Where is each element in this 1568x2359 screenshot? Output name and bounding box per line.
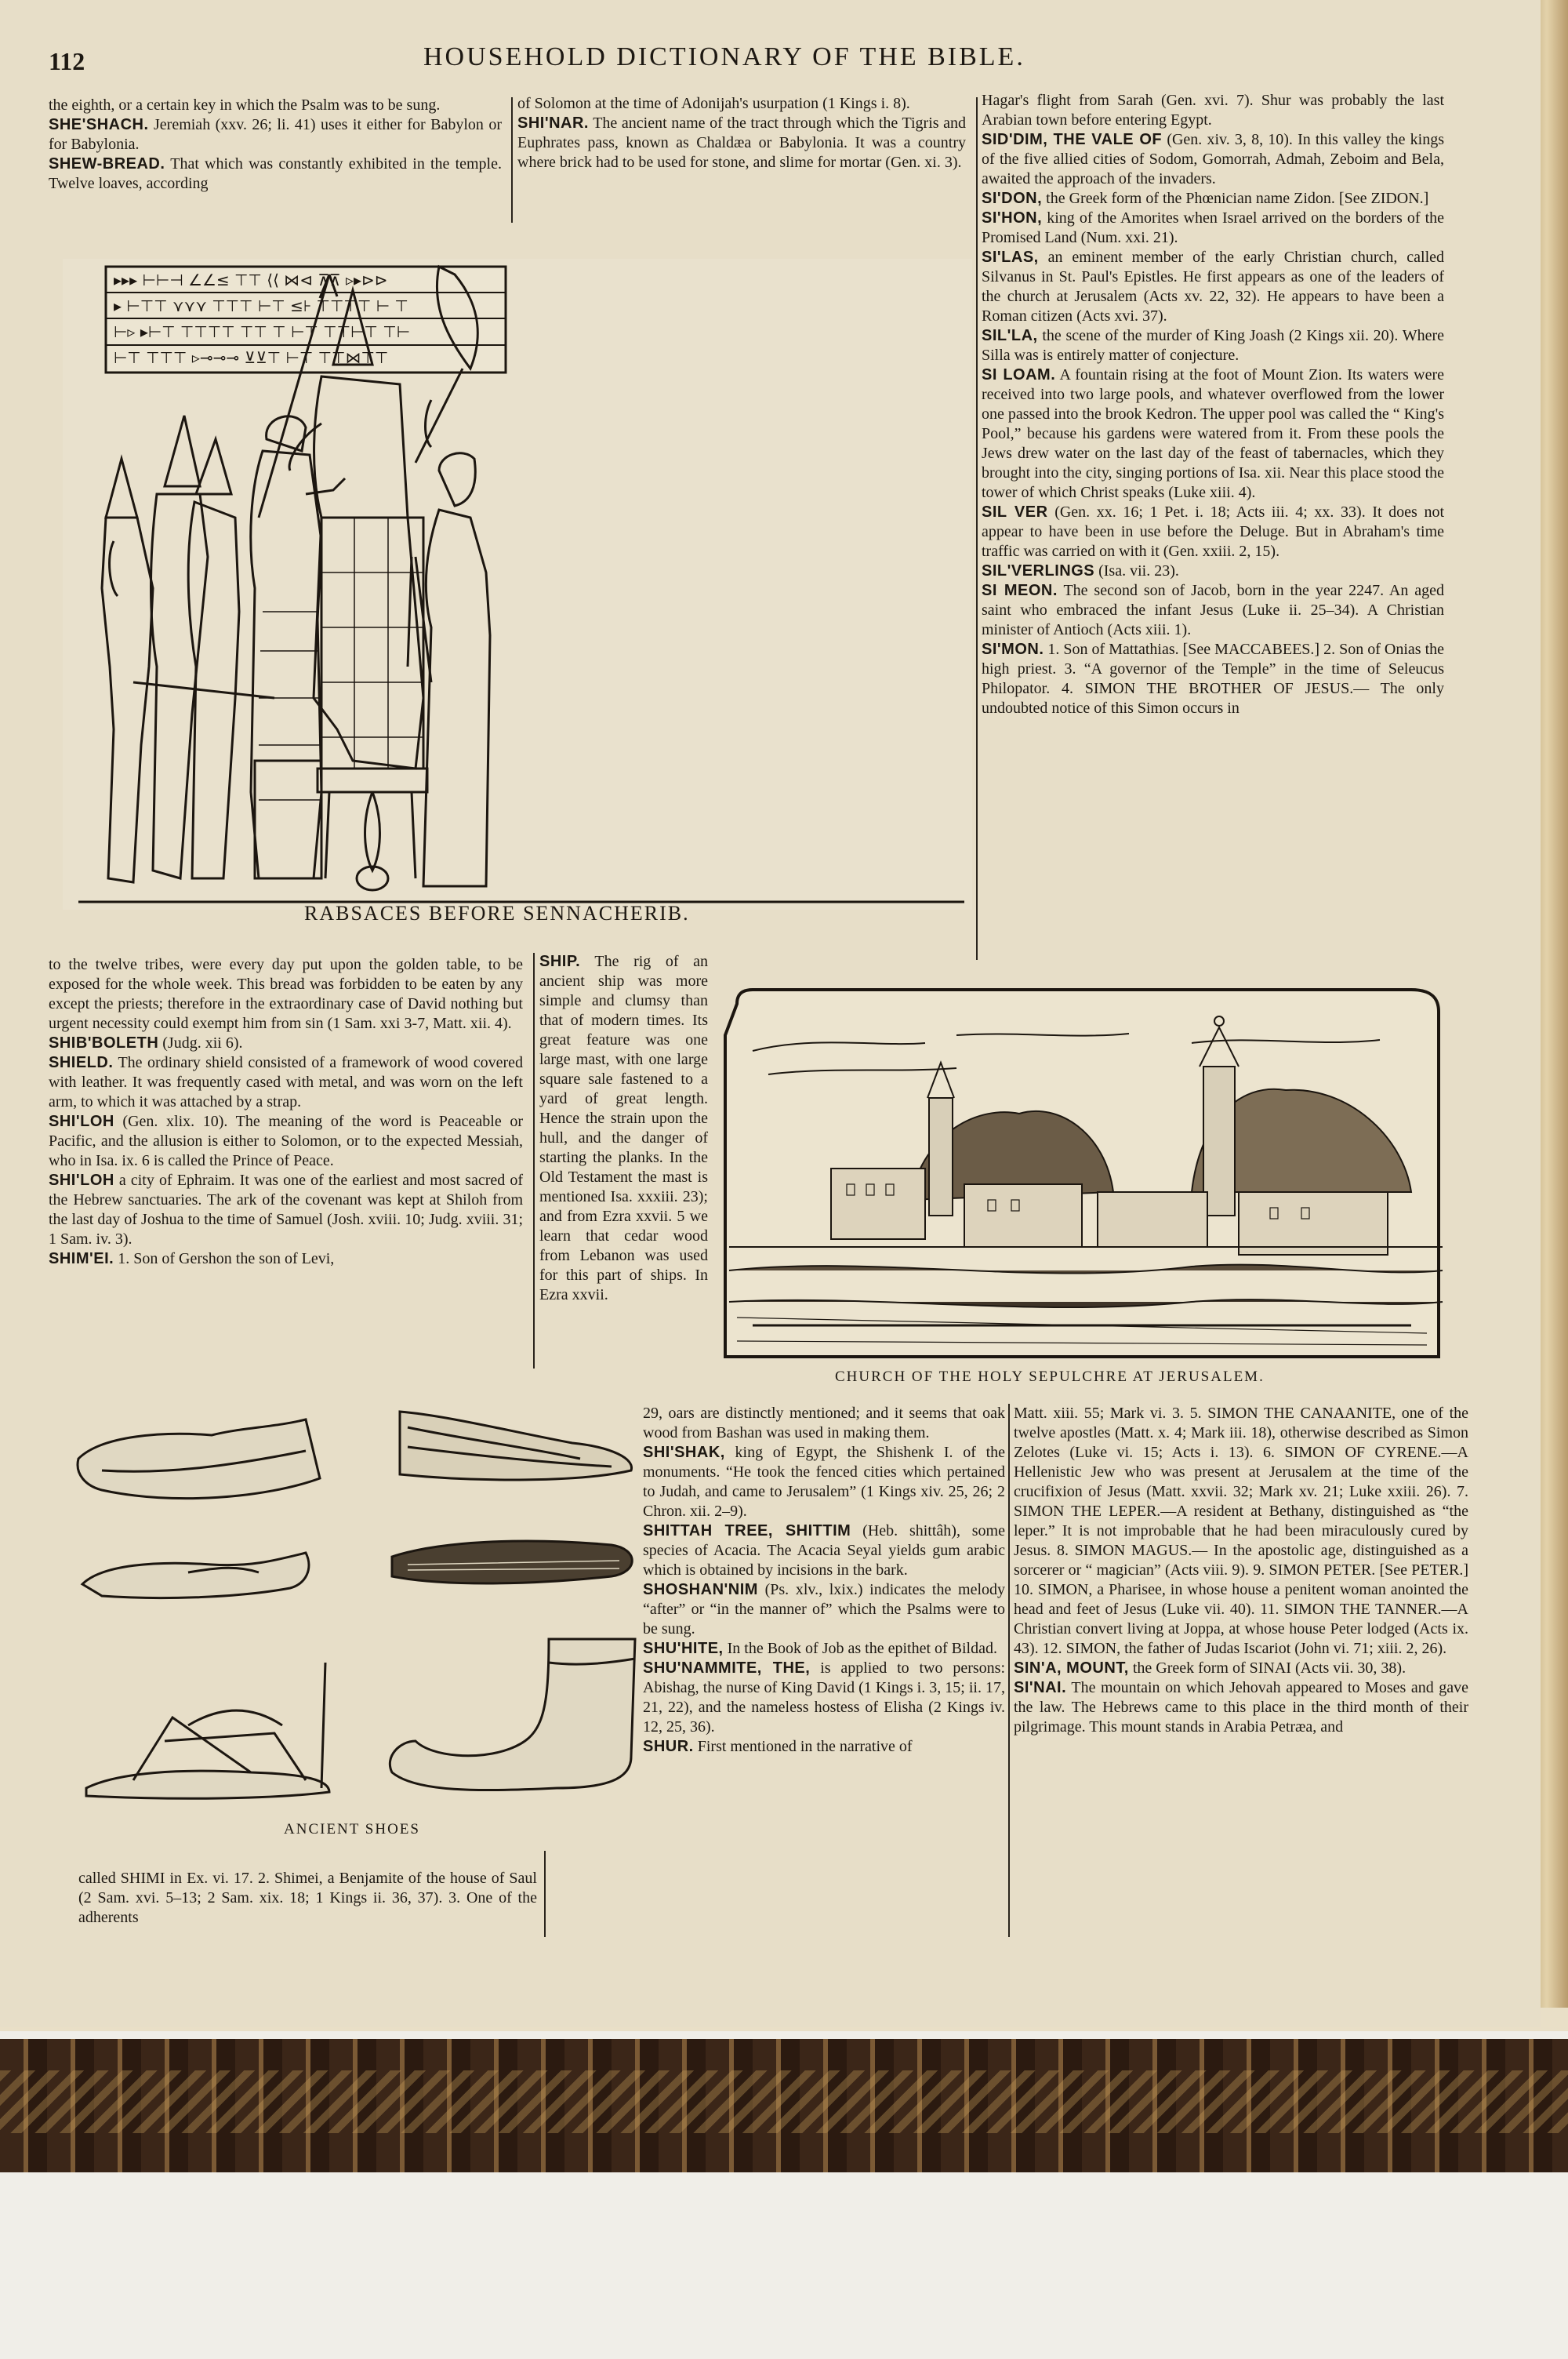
entry-headword: SI'MON. <box>982 641 1044 658</box>
dictionary-entry <box>49 1034 523 1053</box>
dictionary-entry <box>982 209 1444 248</box>
entry-text: a city of Ephraim. It was one of the earliest and most sacred of the Hebrew sanctuaries. The ark of the covenant was kept at Shiloh from the last day of Joshua to the time of Samuel (Josh. xviii. 10; Judg. xviii. 31; 1 Sam. iv. 3). <box>49 1172 524 1248</box>
svg-text:⊢⊤ ⊤⊤⊤ ▹⊸⊸⊸ ⊻⊻⊤ ⊢⊤ ⊤⊤⋈⊤⊤: ⊢⊤ ⊤⊤⊤ ▹⊸⊸⊸ ⊻⊻⊤ ⊢⊤ ⊤⊤⋈⊤⊤ <box>114 348 389 367</box>
entry-headword: SHITTAH TREE, SHITTIM <box>643 1522 851 1539</box>
entry-text: The ordinary shield consisted of a framework of wood covered with leather. It was frequently cased with metal, and was worn on the left arm, to which it was attached by a strap. <box>49 1054 523 1110</box>
entry-text: That which was constantly exhibited in the temple. Twelve loaves, according <box>49 155 502 192</box>
entry-text: (Heb. shittâh), some species of Acacia. The Acacia Seyal yields gum arabic which is obtained by incisions in the bark. <box>643 1522 1005 1579</box>
dictionary-entry <box>643 1443 1005 1521</box>
dictionary-entry <box>982 326 1444 365</box>
dictionary-entry <box>49 1171 523 1249</box>
bottom-column-3 <box>1014 1404 1468 1737</box>
entry-headword: SHE'SHACH. <box>49 116 149 133</box>
entry-headword: SIL'VERLINGS <box>982 562 1095 580</box>
dictionary-entry <box>517 94 966 114</box>
dictionary-entry <box>78 1869 537 1928</box>
entry-text: 1. Son of Mattathias. [See MACCABEES.] 2. Son of Onias the high priest. 3. “A governor of the Temple” in the time of Seleucus Philopator. 4. SIMON THE BROTHER OF JESUS.— The only undoubted notice of this Simon occurs in <box>982 641 1445 717</box>
entry-text: The mountain on which Jehovah appeared to Moses and gave the law. The Hebrews came to this place in the third month of their pilgrimage. This mount stands in Arabia Petræa, and <box>1014 1679 1469 1736</box>
middle-column-1 <box>49 955 523 1269</box>
entry-text: (Gen. xx. 16; 1 Pet. i. 18; Acts iii. 4; xx. 33). It does not appear to have been in use before the Deluge. But in Abraham's time traffic was carried on with it (Gen. xxiii. 2, 15). <box>982 503 1444 560</box>
dictionary-entry <box>982 248 1444 326</box>
entry-text: 1. Son of Gershon the son of Levi, <box>118 1250 335 1267</box>
dictionary-entry <box>982 581 1444 640</box>
entry-headword: SHIP. <box>539 953 581 970</box>
dictionary-entry <box>539 952 708 1305</box>
entry-headword: SHI'NAR. <box>517 114 589 132</box>
entry-text: king of Egypt, the Shishenk I. of the monuments. “He took the fenced cities which pertained to Judah, and came to Jerusalem” (1 Kings xiv. 25, 26; 2 Chron. xii. 2–9). <box>643 1444 1005 1520</box>
entry-headword: SHU'NAMMITE, THE, <box>643 1659 811 1677</box>
entry-text: the Greek form of the Phœnician name Zidon. [See ZIDON.] <box>1046 190 1429 207</box>
dictionary-entry <box>49 1053 523 1112</box>
entry-headword: SHI'LOH <box>49 1172 114 1189</box>
entry-text: king of the Amorites when Israel arrived on the borders of the Promised Land (Num. xxi. 21). <box>982 209 1445 246</box>
svg-text:▸ ⊢⊤⊤ ⋎⋎⋎ ⊤⊤⊤ ⊢⊤ ≤⊦ ⊤⊤⊤⊤ ⊢ ⊤: ▸ ⊢⊤⊤ ⋎⋎⋎ ⊤⊤⊤ ⊢⊤ ≤⊦ ⊤⊤⊤⊤ ⊢ ⊤ <box>114 296 408 315</box>
dictionary-entry <box>643 1639 1005 1659</box>
dictionary-entry <box>982 365 1444 503</box>
entry-text: The second son of Jacob, born in the year 2247. An aged saint who embraced the infant Jesus (Luke ii. 25–34). A Christian minister of Antioch (Acts xiii. 1). <box>982 582 1444 638</box>
church-caption: CHURCH OF THE HOLY SEPULCHRE AT JERUSALEM. <box>835 1369 1265 1385</box>
entry-text: Matt. xiii. 55; Mark vi. 3. 5. SIMON THE CANAANITE, one of the twelve apostles (Matt. x. 4; Mark iii. 18), otherwise described as Simon Zelotes (Luke vi. 15; Acts i. 13). 6. SIMON OF CYRENE.—A Hellenistic Jew who was present at Jerusalem at the time of the crucifixion of Jesus (Matt. xxvii. 32; Mark xv. 21; Luke xxiii. 26). 7. SIMON THE LEPER.—A resident at Bethany, distinguished as “the leper.” It is not improbable that he had been miraculously cured by Jesus. 8. SIMON MAGUS.— In the apostolic age, distinguished as a sorcerer or “ magician” (Acts viii. 9). 9. SIMON PETER. [See PETER.] 10. SIMON, a Pharisee, in whose house a penitent woman anointed the head and feet of Jesus (Luke vii. 40). 11. SIMON THE TANNER.—A Christian convert living at Joppa, at whose house Peter lodged (Acts ix. 43). 12. SIMON, the father of Judas Iscariot (John vi. 71; xiii. 2, 26). <box>1014 1405 1468 1657</box>
dictionary-entry <box>643 1521 1005 1580</box>
dictionary-entry <box>982 562 1444 581</box>
entry-text: (Isa. vii. 23). <box>1098 562 1179 580</box>
entry-headword: SID'DIM, THE VALE OF <box>982 131 1163 148</box>
dictionary-entry <box>982 640 1444 718</box>
entry-headword: SHIM'EI. <box>49 1250 114 1267</box>
dictionary-entry <box>49 115 502 154</box>
entry-headword: SI MEON. <box>982 582 1058 599</box>
dictionary-entry <box>643 1580 1005 1639</box>
entry-text: Hagar's flight from Sarah (Gen. xvi. 7). Shur was probably the last Arabian town before entering Egypt. <box>982 92 1444 129</box>
entry-headword: SIN'A, MOUNT, <box>1014 1659 1129 1677</box>
entry-text: (Gen. xlix. 10). The meaning of the word is Peaceable or Pacific, and the allusion is either to Solomon, or to the expected Messiah, who in Isa. ix. 6 is called the Prince of Peace. <box>49 1113 523 1169</box>
church-illustration-icon <box>721 988 1450 1365</box>
entry-text: The ancient name of the tract through which the Tigris and Euphrates pass, known as Chaldæa or Babylonia. It was a country where brick had to be used for stone, and slime for mortar (Gen. xi. 3). <box>517 114 966 171</box>
entry-headword: SI'DON, <box>982 190 1043 207</box>
book-binding <box>0 2039 1568 2172</box>
column-divider <box>544 1851 546 1937</box>
entry-headword: SHU'HITE, <box>643 1640 724 1657</box>
entry-headword: SIL'LA, <box>982 327 1038 344</box>
rabsaces-caption: RABSACES BEFORE SENNACHERIB. <box>304 902 690 925</box>
column-divider <box>976 97 978 960</box>
entry-text: an eminent member of the early Christian church, called Silvanus in St. Paul's Epistles. He first appears as one of the leaders of the church at Jerusalem (Acts xv. 22, 32). He appears to have been a Roman citizen (Acts xvi. 37). <box>982 249 1445 325</box>
top-column-2 <box>517 94 966 173</box>
entry-text: to the twelve tribes, were every day put upon the golden table, to be exposed for the whole week. This bread was forbidden to be eaten by any except the priests; therefore in the extraordinary case of David nothing but urgent necessity could exempt him from sin (1 Sam. xxi 3-7, Matt. xii. 4). <box>49 956 523 1032</box>
bottom-column-2 <box>643 1404 1005 1757</box>
column-divider <box>1008 1404 1010 1937</box>
svg-text:▸▸▸ ⊢⊢⊣ ∠∠≤ ⊤⊤ ⟨⟨ ⋈⊲ ⊼⊼ ▹▸⊳⊳: ▸▸▸ ⊢⊢⊣ ∠∠≤ ⊤⊤ ⟨⟨ ⋈⊲ ⊼⊼ ▹▸⊳⊳ <box>114 271 388 289</box>
entry-text: the eighth, or a certain key in which the Psalm was to be sung. <box>49 96 441 114</box>
dictionary-entry <box>982 130 1444 189</box>
bottom-column-1 <box>78 1869 537 1928</box>
entry-headword: SHUR. <box>643 1738 694 1755</box>
top-column-1 <box>49 96 502 194</box>
entry-text: 29, oars are distinctly mentioned; and it seems that oak wood from Bashan was used in making them. <box>643 1405 1005 1441</box>
entry-text: A fountain rising at the foot of Mount Zion. Its waters were received into two large pools, and whatever overflowed from the lower one passed into the brook Kedron. The upper pool was called the “ King's Pool,” because his gardens were watered from it. From these pools the Jews drew water on the last day of the feast of tabernacles, which they brought into the city, singing portions of Isa. xii. Near this place stood the tower of which Christ speaks (Luke xiii. 4). <box>982 366 1444 501</box>
dictionary-entry <box>49 154 502 194</box>
svg-text:⊢▹ ▸⊢⊤ ⊤⊤⊤⊤ ⊤⊤ ⊤ ⊢⊤ ⊤⊤⊢⊤ ⊤⊢: ⊢▹ ▸⊢⊤ ⊤⊤⊤⊤ ⊤⊤ ⊤ ⊢⊤ ⊤⊤⊢⊤ ⊤⊢ <box>114 322 411 341</box>
entry-text: In the Book of Job as the epithet of Bildad. <box>727 1640 997 1657</box>
dictionary-entry <box>517 114 966 173</box>
dictionary-entry <box>982 189 1444 209</box>
entry-text: is applied to two persons: Abishag, the nurse of King David (1 Kings i. 3, 15; ii. 17, 21, 22), and the nameless hostess of Elisha (2 Kings iv. 12, 25, 36). <box>643 1659 1005 1736</box>
dictionary-entry <box>49 955 523 1034</box>
dictionary-entry <box>1014 1404 1468 1659</box>
relief-illustration-icon <box>63 259 972 910</box>
page-title: HOUSEHOLD DICTIONARY OF THE BIBLE. <box>423 42 1025 71</box>
dictionary-entry <box>643 1659 1005 1737</box>
entry-text: of Solomon at the time of Adonijah's usurpation (1 Kings i. 8). <box>517 95 910 112</box>
dictionary-entry <box>49 96 502 115</box>
entry-headword: SHEW-BREAD. <box>49 155 165 173</box>
entry-text: (Judg. xii 6). <box>162 1034 243 1052</box>
entry-headword: SHI'SHAK, <box>643 1444 725 1461</box>
entry-text: the scene of the murder of King Joash (2 Kings xii. 20). Where Silla was is entirely matter of conjecture. <box>982 327 1444 364</box>
entry-headword: SI'LAS, <box>982 249 1039 266</box>
entry-text: the Greek form of SINAI (Acts vii. 30, 38). <box>1132 1659 1406 1677</box>
dictionary-entry <box>643 1737 1005 1757</box>
right-column <box>982 91 1444 718</box>
dictionary-entry <box>643 1404 1005 1443</box>
entry-headword: SI LOAM. <box>982 366 1056 383</box>
dictionary-entry <box>1014 1678 1468 1737</box>
entry-headword: SHOSHAN'NIM <box>643 1581 758 1598</box>
entry-text: Jeremiah (xxv. 26; li. 41) uses it either for Babylon or for Babylonia. <box>49 116 503 153</box>
shoes-caption: ANCIENT SHOES <box>284 1821 420 1837</box>
dictionary-entry <box>982 503 1444 562</box>
entry-text: (Gen. xiv. 3, 8, 10). In this valley the kings of the five allied cities of Sodom, Gomorrah, Admah, Zeboim and Bela, awaited the approach of the invaders. <box>982 131 1444 187</box>
entry-headword: SHI'LOH <box>49 1113 114 1130</box>
shoes-illustration-icon <box>71 1404 643 1812</box>
entry-headword: SIL VER <box>982 503 1048 521</box>
entry-headword: SHIB'BOLETH <box>49 1034 159 1052</box>
column-divider <box>533 953 535 1369</box>
ship-column <box>539 952 708 1305</box>
entry-headword: SHIELD. <box>49 1054 114 1071</box>
entry-text: (Ps. xlv., lxix.) indicates the melody “after” or “in the manner of” which the Psalms were to be sung. <box>643 1581 1006 1637</box>
entry-text: The rig of an ancient ship was more simple and clumsy than that of modern times. Its great feature was one large mast, with one large square sale fastened to a yard of great length. Hence the strain upon the hull, and the danger of starting the planks. In the Old Testament the mast is mentioned Isa. xxxiii. 23); and from Ezra xxvii. 5 we learn that cedar wood from Lebanon was used for this part of ships. In Ezra xxvii. <box>539 953 708 1303</box>
entry-text: called SHIMI in Ex. vi. 17. 2. Shimei, a Benjamite of the house of Saul (2 Sam. xvi. 5–13; 2 Sam. xix. 18; 1 Kings ii. 36, 37). 3. One of the adherents <box>78 1870 537 1926</box>
page-number: 112 <box>49 47 85 75</box>
dictionary-entry <box>49 1249 523 1269</box>
entry-text: First mentioned in the narrative of <box>697 1738 913 1755</box>
entry-headword: SI'HON, <box>982 209 1043 227</box>
dictionary-entry <box>1014 1659 1468 1678</box>
dictionary-entry <box>49 1112 523 1171</box>
dictionary-entry <box>982 91 1444 130</box>
column-divider <box>511 97 513 223</box>
entry-headword: SI'NAI. <box>1014 1679 1067 1696</box>
